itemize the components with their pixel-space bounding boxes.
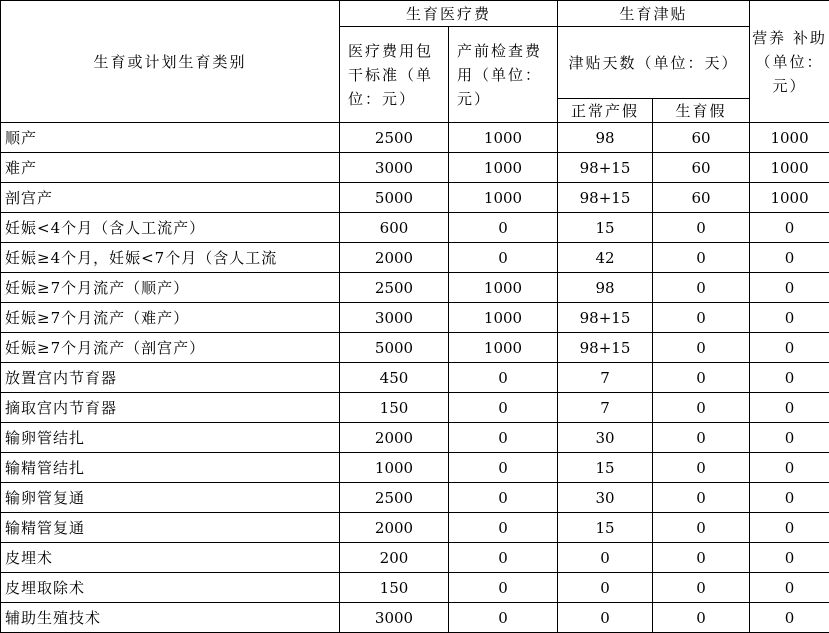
nutrition-cell: 0 xyxy=(750,603,829,633)
category-cell: 顺产 xyxy=(1,123,340,153)
normal-leave-cell: 0 xyxy=(558,603,653,633)
table-row xyxy=(1,153,829,183)
category-cell: 妊娠≥7个月流产（剖宫产） xyxy=(1,333,340,363)
medical-package-cell: 2500 xyxy=(340,483,449,513)
prenatal-check-cell: 0 xyxy=(449,363,558,393)
prenatal-check-cell: 1000 xyxy=(449,303,558,333)
prenatal-check-cell: 0 xyxy=(449,513,558,543)
category-cell: 输卵管复通 xyxy=(1,483,340,513)
medical-fee-group-header: 生育医疗费 xyxy=(340,1,558,27)
prenatal-check-cell: 0 xyxy=(449,423,558,453)
table-row xyxy=(1,543,829,573)
table-row xyxy=(1,513,829,543)
normal-leave-header: 正常产假 xyxy=(558,99,653,123)
normal-leave-cell: 98+15 xyxy=(558,303,653,333)
maternity-leave-cell: 0 xyxy=(653,603,750,633)
maternity-leave-cell: 0 xyxy=(653,483,750,513)
allowance-group-header: 生育津贴 xyxy=(558,1,750,27)
maternity-leave-cell: 0 xyxy=(653,333,750,363)
category-cell: 输精管复通 xyxy=(1,513,340,543)
nutrition-cell: 0 xyxy=(750,333,829,363)
medical-package-cell: 2500 xyxy=(340,123,449,153)
prenatal-check-cell: 1000 xyxy=(449,123,558,153)
category-cell: 皮埋取除术 xyxy=(1,573,340,603)
normal-leave-cell: 98 xyxy=(558,273,653,303)
normal-leave-cell: 15 xyxy=(558,513,653,543)
normal-leave-cell: 98+15 xyxy=(558,183,653,213)
maternity-leave-cell: 0 xyxy=(653,243,750,273)
maternity-leave-cell: 0 xyxy=(653,303,750,333)
nutrition-cell: 0 xyxy=(750,213,829,243)
nutrition-cell: 0 xyxy=(750,483,829,513)
table-row xyxy=(1,453,829,483)
nutrition-cell: 0 xyxy=(750,303,829,333)
nutrition-cell: 0 xyxy=(750,273,829,303)
maternity-leave-cell: 0 xyxy=(653,543,750,573)
table-row xyxy=(1,243,829,273)
normal-leave-cell: 30 xyxy=(558,423,653,453)
category-cell: 放置宫内节育器 xyxy=(1,363,340,393)
prenatal-check-cell: 0 xyxy=(449,243,558,273)
medical-package-cell: 5000 xyxy=(340,333,449,363)
category-header: 生育或计划生育类别 xyxy=(1,1,340,123)
table-row xyxy=(1,213,829,243)
table-body xyxy=(1,123,829,633)
nutrition-cell: 0 xyxy=(750,573,829,603)
allowance-days-header: 津贴天数（单位：天） xyxy=(558,27,750,99)
normal-leave-cell: 15 xyxy=(558,453,653,483)
table-row xyxy=(1,363,829,393)
maternity-leave-cell: 0 xyxy=(653,573,750,603)
maternity-leave-cell: 60 xyxy=(653,153,750,183)
maternity-leave-header: 生育假 xyxy=(653,99,750,123)
table-row xyxy=(1,483,829,513)
medical-package-cell: 150 xyxy=(340,393,449,423)
nutrition-cell: 0 xyxy=(750,243,829,273)
prenatal-check-cell: 1000 xyxy=(449,273,558,303)
normal-leave-cell: 98 xyxy=(558,123,653,153)
nutrition-cell: 0 xyxy=(750,513,829,543)
prenatal-check-cell: 0 xyxy=(449,603,558,633)
medical-package-cell: 200 xyxy=(340,543,449,573)
medical-package-cell: 1000 xyxy=(340,453,449,483)
nutrition-cell: 0 xyxy=(750,363,829,393)
nutrition-cell: 1000 xyxy=(750,153,829,183)
prenatal-check-header: 产前检查费用（单位：元） xyxy=(449,27,558,123)
normal-leave-cell: 98+15 xyxy=(558,333,653,363)
medical-package-cell: 5000 xyxy=(340,183,449,213)
prenatal-check-cell: 0 xyxy=(449,573,558,603)
nutrition-header: 营养 补助（单位：元） xyxy=(750,1,829,123)
medical-package-cell: 2000 xyxy=(340,513,449,543)
category-cell: 妊娠≥7个月流产（顺产） xyxy=(1,273,340,303)
table-row xyxy=(1,333,829,363)
normal-leave-cell: 30 xyxy=(558,483,653,513)
prenatal-check-cell: 1000 xyxy=(449,333,558,363)
maternity-leave-cell: 0 xyxy=(653,513,750,543)
medical-package-cell: 2000 xyxy=(340,243,449,273)
normal-leave-cell: 0 xyxy=(558,573,653,603)
table-row xyxy=(1,273,829,303)
table-header xyxy=(1,1,829,123)
category-cell: 输精管结扎 xyxy=(1,453,340,483)
category-cell: 剖宫产 xyxy=(1,183,340,213)
medical-package-cell: 2500 xyxy=(340,273,449,303)
table-row xyxy=(1,393,829,423)
nutrition-cell: 0 xyxy=(750,393,829,423)
table-row xyxy=(1,603,829,633)
category-cell: 妊娠≥7个月流产（难产） xyxy=(1,303,340,333)
maternity-leave-cell: 60 xyxy=(653,123,750,153)
nutrition-cell: 0 xyxy=(750,453,829,483)
medical-package-cell: 600 xyxy=(340,213,449,243)
medical-package-cell: 2000 xyxy=(340,423,449,453)
normal-leave-cell: 98+15 xyxy=(558,153,653,183)
nutrition-cell: 0 xyxy=(750,423,829,453)
prenatal-check-cell: 0 xyxy=(449,213,558,243)
maternity-leave-cell: 0 xyxy=(653,213,750,243)
prenatal-check-cell: 1000 xyxy=(449,183,558,213)
maternity-leave-cell: 0 xyxy=(653,273,750,303)
maternity-leave-cell: 0 xyxy=(653,453,750,483)
table-row xyxy=(1,183,829,213)
medical-package-cell: 3000 xyxy=(340,603,449,633)
category-cell: 皮埋术 xyxy=(1,543,340,573)
category-cell: 妊娠<4个月（含人工流产） xyxy=(1,213,340,243)
category-cell: 输卵管结扎 xyxy=(1,423,340,453)
prenatal-check-cell: 0 xyxy=(449,543,558,573)
category-cell: 妊娠≥4个月，妊娠<7个月（含人工流 xyxy=(1,243,340,273)
nutrition-cell: 1000 xyxy=(750,183,829,213)
prenatal-check-cell: 0 xyxy=(449,483,558,513)
maternity-leave-cell: 60 xyxy=(653,183,750,213)
nutrition-cell: 0 xyxy=(750,543,829,573)
category-cell: 辅助生殖技术 xyxy=(1,603,340,633)
prenatal-check-cell: 0 xyxy=(449,453,558,483)
maternity-leave-cell: 0 xyxy=(653,423,750,453)
medical-package-cell: 3000 xyxy=(340,303,449,333)
category-cell: 摘取宫内节育器 xyxy=(1,393,340,423)
prenatal-check-cell: 0 xyxy=(449,393,558,423)
table-row xyxy=(1,123,829,153)
normal-leave-cell: 7 xyxy=(558,393,653,423)
nutrition-cell: 1000 xyxy=(750,123,829,153)
table-row xyxy=(1,303,829,333)
table-row xyxy=(1,423,829,453)
medical-package-cell: 450 xyxy=(340,363,449,393)
normal-leave-cell: 0 xyxy=(558,543,653,573)
category-cell: 难产 xyxy=(1,153,340,183)
medical-package-cell: 150 xyxy=(340,573,449,603)
table-row xyxy=(1,573,829,603)
normal-leave-cell: 42 xyxy=(558,243,653,273)
maternity-leave-cell: 0 xyxy=(653,393,750,423)
maternity-leave-cell: 0 xyxy=(653,363,750,393)
medical-package-header: 医疗费用包干标准（单位：元） xyxy=(340,27,449,123)
normal-leave-cell: 15 xyxy=(558,213,653,243)
normal-leave-cell: 7 xyxy=(558,363,653,393)
medical-package-cell: 3000 xyxy=(340,153,449,183)
prenatal-check-cell: 1000 xyxy=(449,153,558,183)
